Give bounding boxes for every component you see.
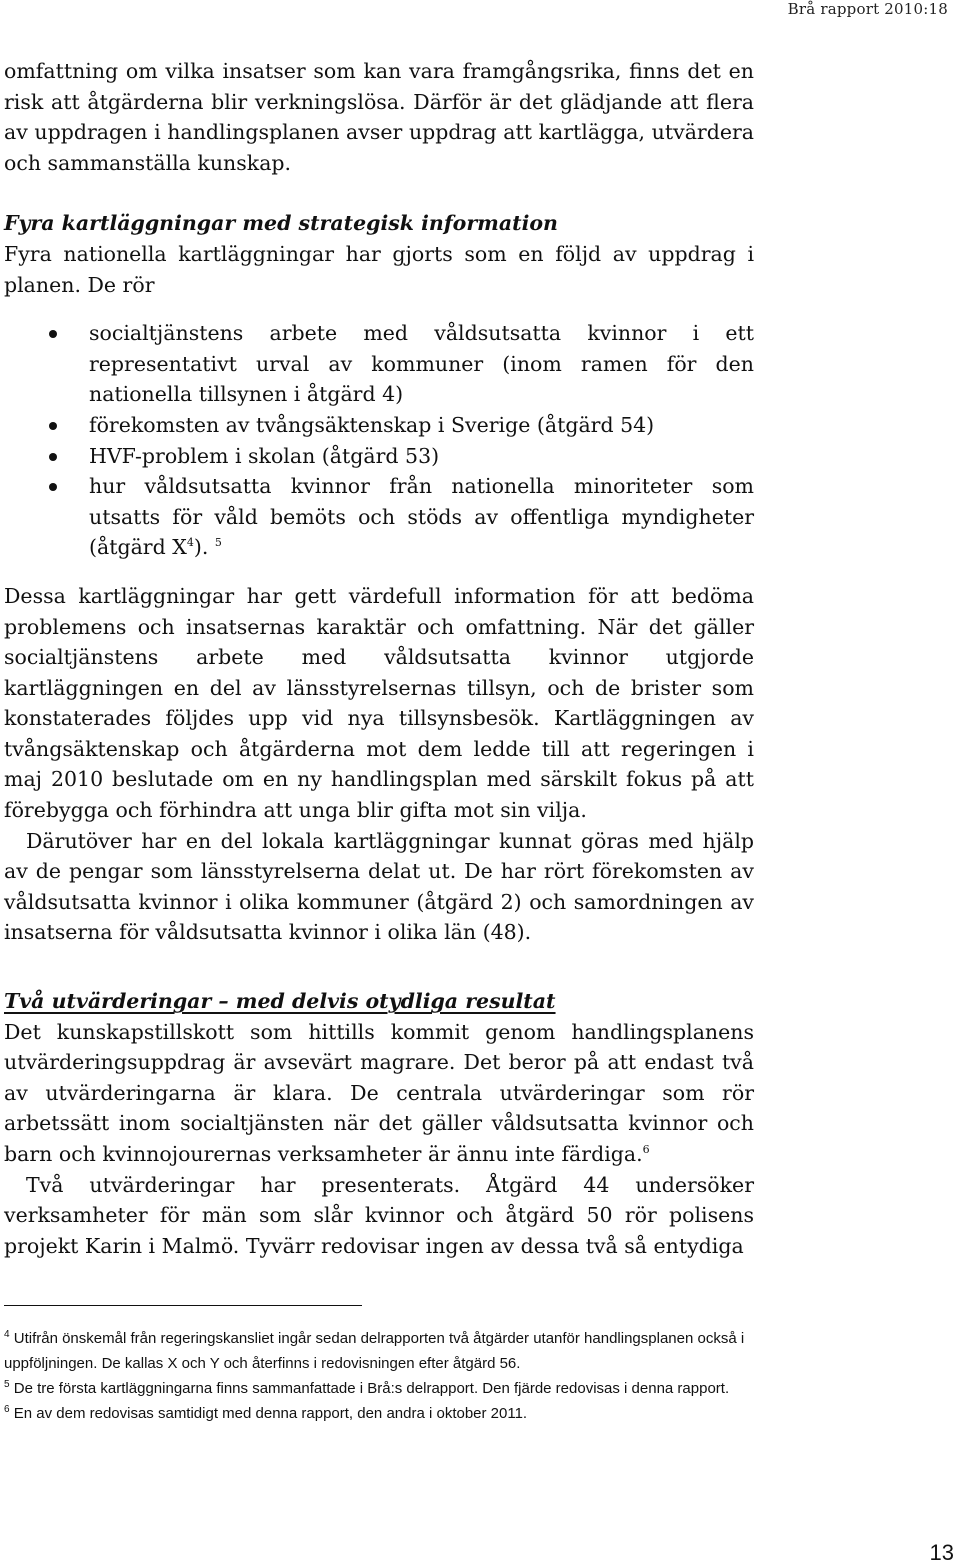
paragraph-lokala-kartlaggningar: Därutöver har en del lokala kartläggningar kunnat göras med hjälp av de pengar som länsstyrelserna delat ut. De har rört förekomsten av våldsutsatta kvinnor i olika kommuner (åtgärd 2) och samordningen av insatserna för våldsutsatta kvinnor i olika län (48). [4, 828, 754, 945]
footnote-divider [4, 1305, 362, 1306]
section-heading-kartlaggningar: Fyra kartläggningar med strategisk information [4, 211, 558, 236]
list-item-text: socialtjänstens arbete med våldsutsatta kvinnor i ett representativt urval av kommuner (inom ramen för den nationella tillsynen i åtgärd 4) [89, 321, 754, 407]
page-number: 13 [929, 1540, 954, 1565]
paragraph-presenterade-utvarderingar: Två utvärderingar har presenterats. Åtgärd 44 undersöker verksamheter för män som slår kvinnor och åtgärd 50 rör polisens projekt Karin i Malmö. Tyvärr redovisar ingen av dessa två så entydiga [4, 1172, 754, 1258]
list-item [4, 318, 754, 410]
list-item-text: hur våldsutsatta kvinnor från nationella minoriteter som utsatts för våld bemöts och stöds av offentliga myndigheter (åtgärd X [89, 474, 754, 560]
list-item-text: förekomsten av tvångsäktenskap i Sverige (åtgärd 54) [89, 412, 655, 437]
list-item [4, 441, 754, 472]
paragraph-kartlaggningar-value: Dessa kartläggningar har gett värdefull information för att bedöma problemens och insatsernas karaktär och omfattning. När det gäller socialtjänstens arbete med våldsutsatta kvinnor utgjorde kartläggningen en del av länsstyrelsernas tillsyn, och de brister som konstaterades följdes upp vid nya tillsynsbesök. Kartläggningen av tvångsäktenskap och åtgärderna mot dem ledde till att regeringen i maj 2010 beslutade om en ny handlingsplan med särskilt fokus på att förebygga och förhindra att unga blir gifta mot sin vilja. [4, 583, 754, 823]
footnote-4 [4, 1326, 764, 1376]
footnote-text: En av dem redovisas samtidigt med denna rapport, den andra i oktober 2011. [13, 1405, 528, 1422]
footnote-number: 5 [4, 1379, 10, 1390]
running-header: Brå rapport 2010:18 [787, 0, 948, 18]
paragraph-intro: omfattning om vilka insatser som kan vara framgångsrika, finns det en risk att åtgärderna blir verkningslösa. Därför är det glädjande att flera av uppdragen i handlingsplanen avser uppdrag att kartlägga, utvärdera och sammanställa kunskap. [4, 59, 754, 175]
main-text [4, 56, 754, 1261]
bullet-icon [49, 483, 57, 491]
bullet-icon [49, 453, 57, 461]
list-item [4, 471, 754, 563]
paragraph-utvarderingar-text: Det kunskapstillskott som hittills kommit genom handlingsplanens utvärderingsuppdrag är avsevärt magrare. Det beror på att endast två av utvärderingarna är klara. De centrala utvärderingar som rör arbetssätt inom socialtjänsten när det gäller våldsutsatta kvinnor och barn och kvinnojourernas verksamheter är ännu inte färdiga. [4, 1019, 754, 1166]
list-item-text: HVF-problem i skolan (åtgärd 53) [89, 443, 440, 468]
bullet-icon [49, 330, 57, 338]
footnote-number: 4 [4, 1329, 10, 1340]
footnote-5 [4, 1376, 764, 1401]
bullet-list [4, 318, 754, 563]
footnotes [4, 1326, 764, 1426]
footnote-ref-6[interactable]: 6 [642, 1143, 650, 1157]
section-heading-utvarderingar: Två utvärderingar – med delvis otydliga resultat [4, 989, 556, 1014]
footnote-ref-4[interactable]: 4 [186, 536, 194, 550]
footnote-text: Utifrån önskemål från regeringskansliet ingår sedan delrapporten två åtgärder utanför handlingsplanen också i uppföljningen. De kallas X och Y och återfinns i redovisningen efter åtgärd 56. [4, 1330, 745, 1372]
footnote-number: 6 [4, 1404, 10, 1415]
footnote-ref-5[interactable]: 5 [214, 536, 222, 550]
footnote-text: De tre första kartläggningarna finns sammanfattade i Brå:s delrapport. Den fjärde redovisas i denna rapport. [13, 1380, 730, 1397]
list-item-tail: ). [193, 535, 209, 560]
footnote-6 [4, 1401, 764, 1426]
paragraph-utvarderingar [4, 1017, 754, 1170]
bullet-icon [49, 422, 57, 430]
list-item [4, 410, 754, 441]
paragraph-kartlaggningar-intro: Fyra nationella kartläggningar har gjorts som en följd av uppdrag i planen. De rör [4, 241, 754, 297]
